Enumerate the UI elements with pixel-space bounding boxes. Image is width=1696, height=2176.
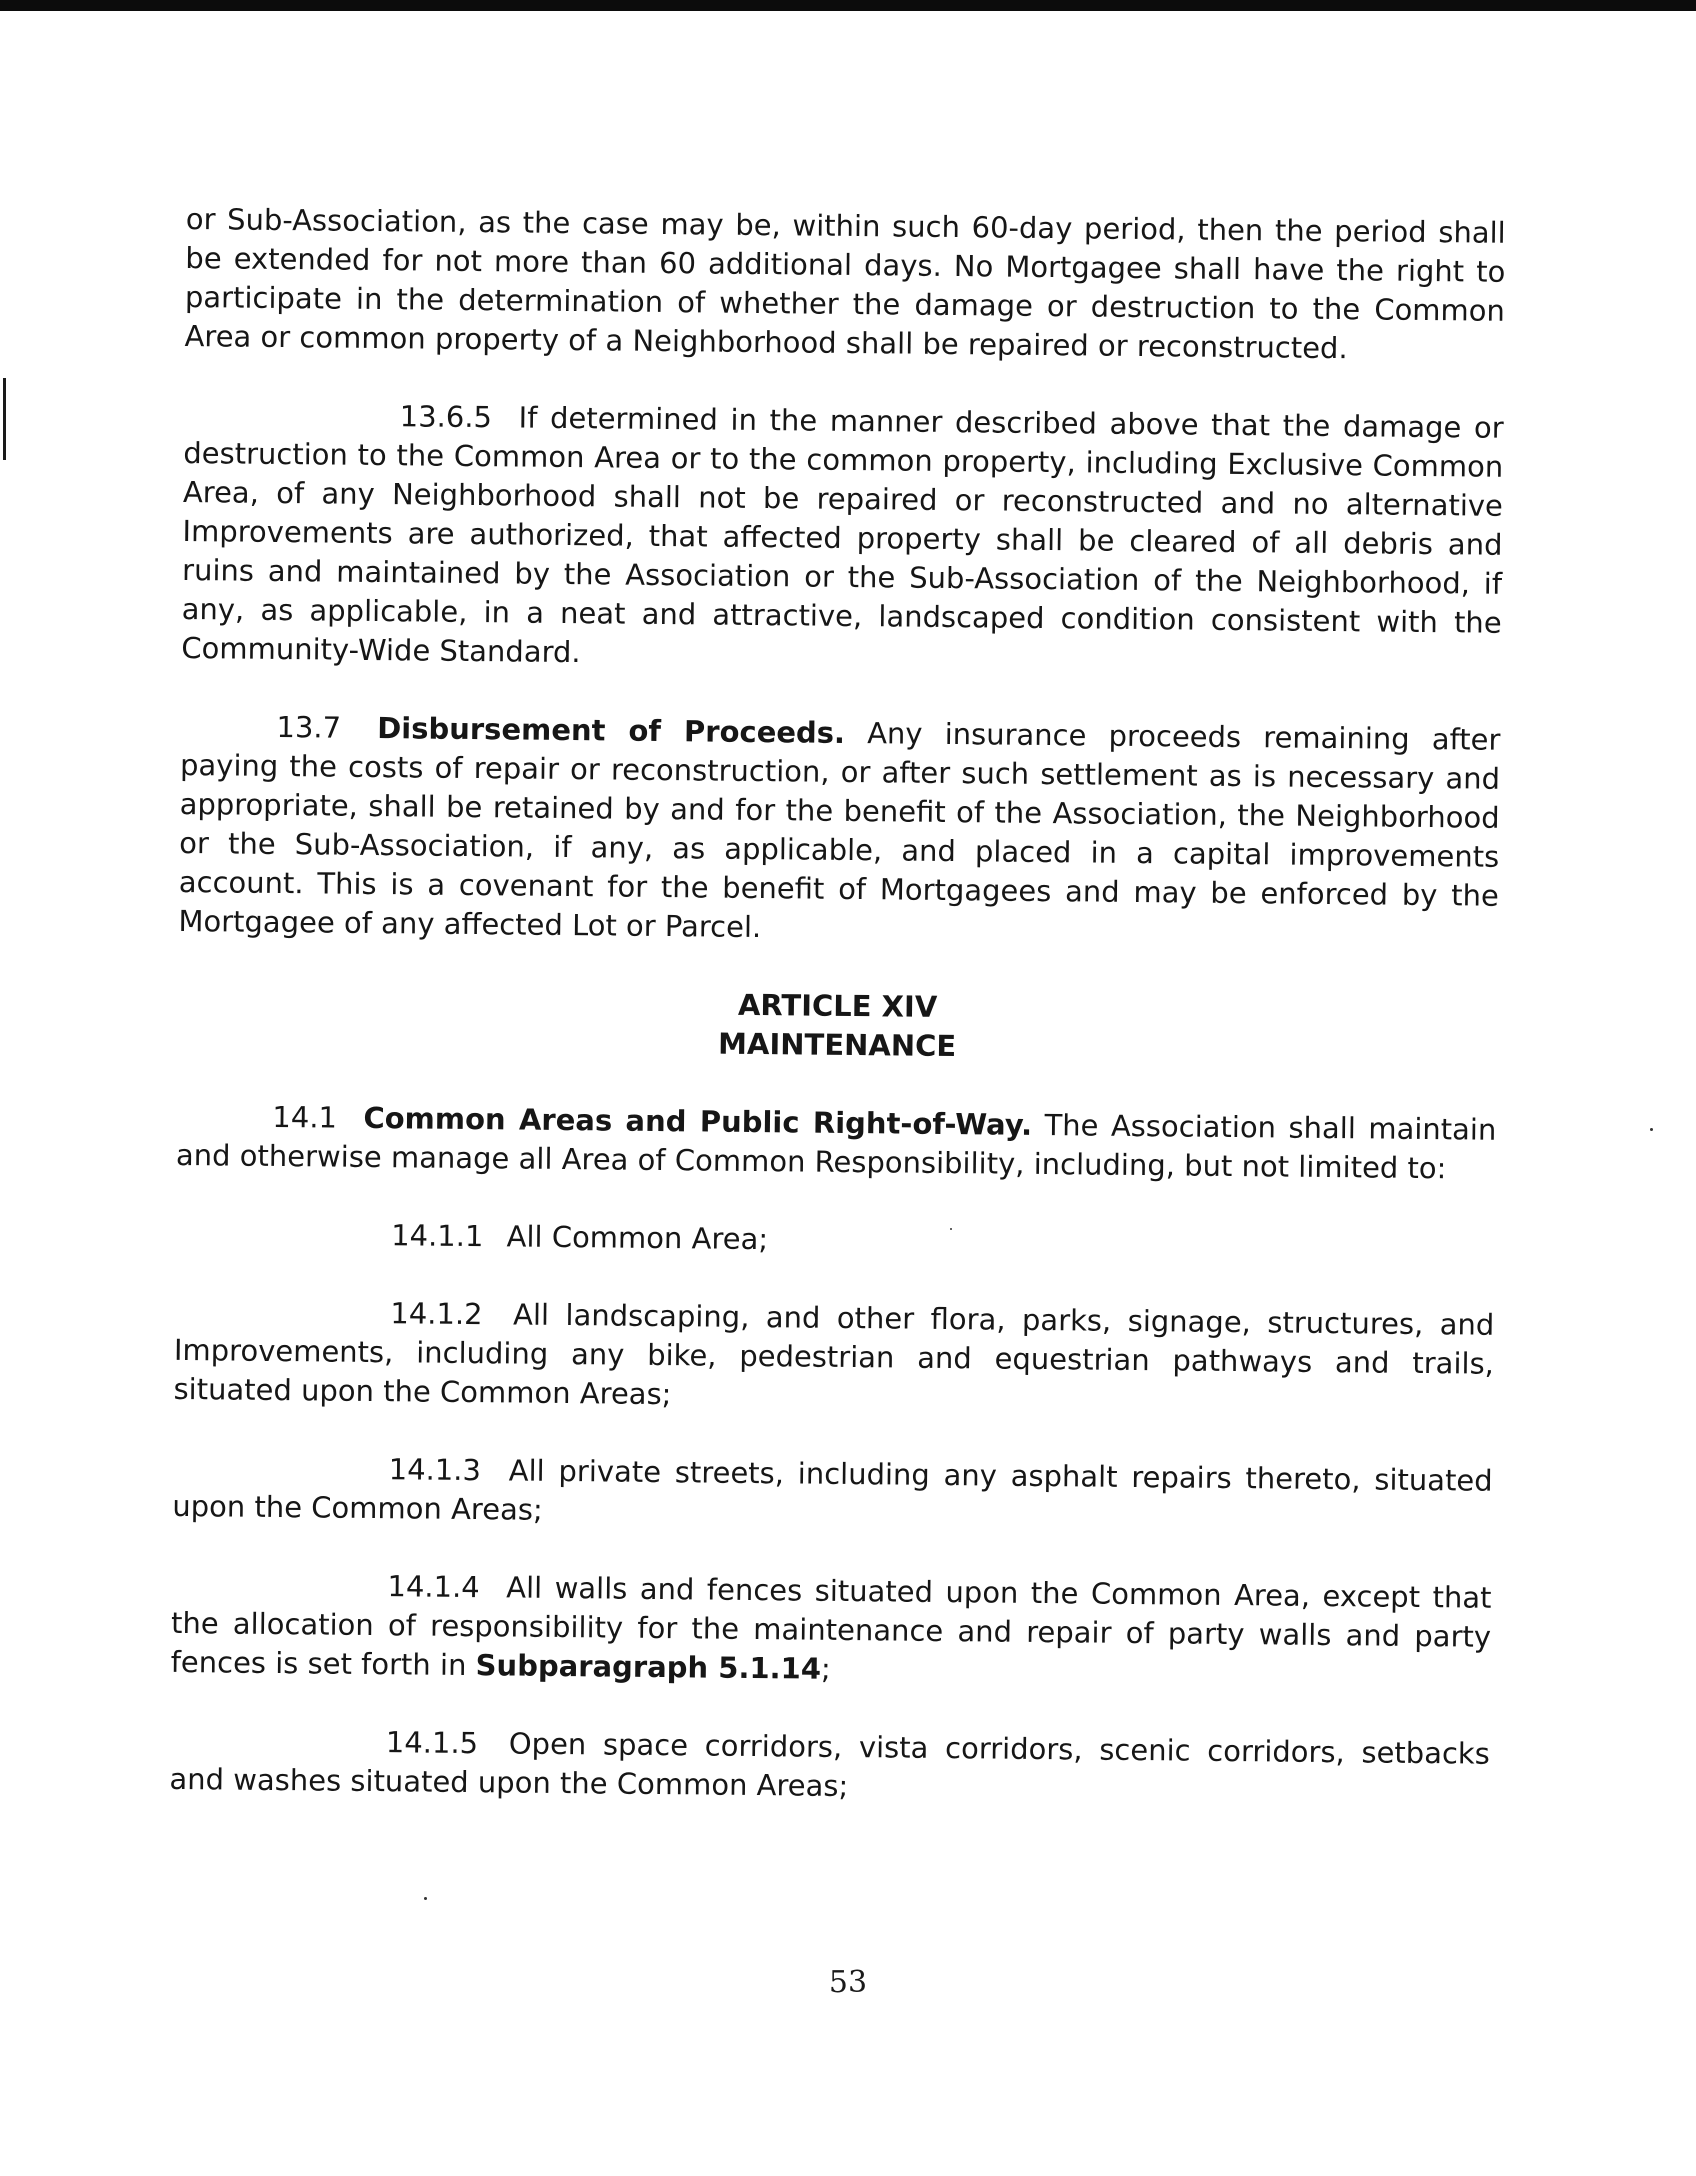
paragraph-13-6-5: [181, 395, 1504, 682]
paragraph-13-7: [178, 707, 1500, 955]
document-body: [169, 200, 1506, 1852]
scan-speck: [1650, 1128, 1653, 1131]
section-number: 14.1.3: [388, 1452, 482, 1488]
paragraph-text: All walls and fences situated upon the Common Area, except that the allocation of responsibility for the maintenance and repair of party walls and party fences is set forth in: [170, 1570, 1492, 1683]
paragraph-14-1-4: [170, 1565, 1491, 1696]
paragraph-13-6-4-continued: [184, 200, 1506, 370]
section-number: 13.7: [276, 709, 342, 745]
paragraph-14-1-3: [172, 1448, 1493, 1540]
scan-top-edge: [0, 0, 1696, 11]
paragraph-text: Open space corridors, vista corridors, scenic corridors, setbacks and washes situated upon the Common Areas;: [169, 1726, 1490, 1804]
paragraph-text: If determined in the manner described above that the damage or destruction to the Common Area or to the common property, including Exclusive Common Area, of any Neighborhood shall not be repaired or reconstructed and no alternative Improvements are authorized, that affected property shall be cleared of all debris and ruins and maintained by the Association or the Sub-Association of the Neighborhood, if any, as applicable, in a neat and attractive, landscaped condition consistent with the Community-Wide Standard.: [181, 400, 1504, 670]
section-number: 14.1.5: [385, 1725, 479, 1761]
paragraph-text: All landscaping, and other flora, parks, signage, structures, and Improvements, including any bike, pedestrian and equestrian pathways and trails, situated upon the Common Areas;: [173, 1297, 1495, 1412]
section-number: 14.1.1: [390, 1218, 484, 1254]
paragraph-14-1-5: [169, 1721, 1490, 1813]
page-number: 53: [828, 1965, 868, 2000]
paragraph-text: Any insurance proceeds remaining after paying the costs of repair or reconstruction, or after such settlement as is necessary and appropriate, shall be retained by and for the benefit of the Association, the Neighborhood or the Sub-Association, if any, as applicable, and placed in a capital improvements account. This is a covenant for the benefit of Mortgagees and may be enforced by the Mortgagee of any affected Lot or Parcel.: [178, 716, 1501, 945]
section-number: 14.1.4: [387, 1569, 480, 1605]
scan-margin-mark: [3, 378, 6, 460]
section-number: 14.1: [272, 1099, 338, 1135]
cross-reference: Subparagraph 5.1.14: [475, 1648, 822, 1686]
paragraph-14-1-1: [175, 1214, 1495, 1267]
article-subtitle: MAINTENANCE: [717, 1026, 957, 1064]
scan-speck: [424, 1897, 427, 1900]
paragraph-14-1-2: [173, 1292, 1494, 1423]
paragraph-14-1: [176, 1097, 1497, 1189]
article-heading: [177, 980, 1498, 1072]
paragraph-text: The Association shall maintain and otherwise manage all Area of Common Responsibility, including, but not limited to:: [175, 1108, 1497, 1186]
paragraph-text: All Common Area;: [506, 1219, 769, 1257]
paragraph-text: All private streets, including any asphalt repairs thereto, situated upon the Common Areas;: [172, 1453, 1493, 1527]
article-title: ARTICLE XIV: [737, 987, 938, 1024]
section-title: Common Areas and Public Right-of-Way.: [363, 1100, 1033, 1142]
section-number: 13.6.5: [399, 399, 493, 435]
paragraph-text-end: ;: [820, 1651, 831, 1686]
section-title: Disbursement of Proceeds.: [377, 711, 846, 750]
paragraph-text: or Sub-Association, as the case may be, within such 60-day period, then the period shall be extended for not more than 60 additional days. No Mortgagee shall have the right to participate in the determination of whether the damage or destruction to the Common Area or common property of a Neighborhood shall be repaired or reconstructed.: [184, 201, 1506, 366]
section-number: 14.1.2: [390, 1296, 483, 1332]
